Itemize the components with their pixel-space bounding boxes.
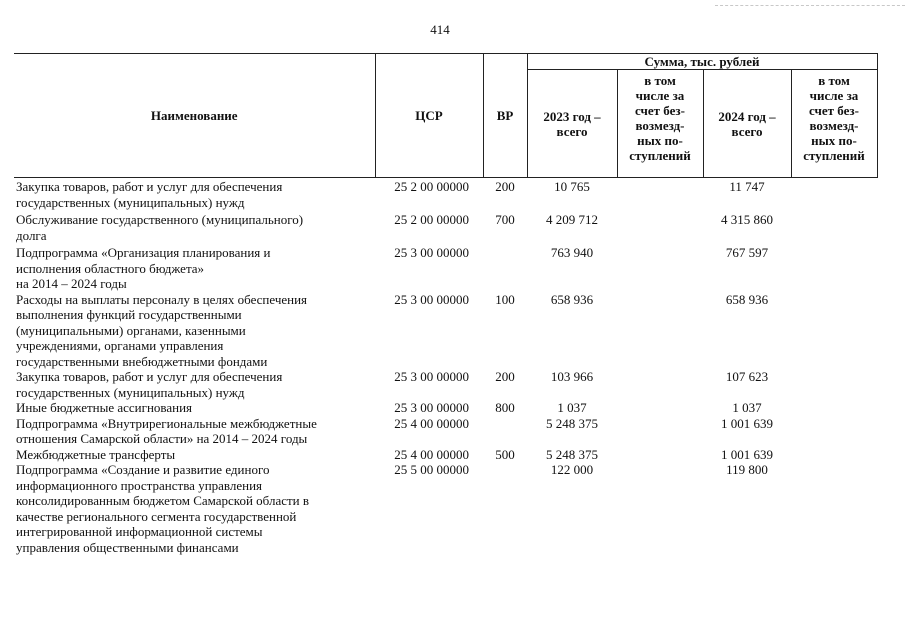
row-name: Обслуживание государственного (муниципального) долга [16,212,304,243]
header-sum-group: Сумма, тыс. рублей [527,54,877,70]
row-csr: 25 2 00 00000 [394,179,469,194]
header-2024-grants: в том числе за счет без- возмезд- ных по- ступлений [791,70,877,178]
row-2023-grants [617,210,703,243]
row-vr: 200 [495,179,515,194]
row-csr: 25 4 00 00000 [394,415,469,431]
row-2024-grants [791,178,877,211]
row-vr: 700 [495,212,515,227]
table-row [14,178,877,211]
row-vr: 800 [495,400,515,415]
table-row [14,210,877,243]
row-vr [483,243,527,292]
row-2024-total: 1 037 [732,400,762,415]
row-2024-total: 1 001 639 [721,415,773,431]
row-2024-grants [791,369,877,400]
row-2023-grants [617,447,703,463]
table-row [14,243,877,292]
row-name: Иные бюджетные ассигнования [16,400,193,415]
row-2024-grants [791,243,877,292]
row-2024-total: 119 800 [726,462,768,477]
row-vr: 200 [495,369,515,384]
header-name: Наименование [14,54,375,178]
row-2024-grants [791,462,877,555]
row-csr: 25 2 00 00000 [394,212,469,227]
row-2024-grants [791,292,877,370]
row-2023-total: 658 936 [550,291,594,307]
table-row [14,462,877,555]
row-2024-grants [791,416,877,447]
row-2024-total: 11 747 [729,179,765,194]
row-name: Подпрограмма «Создание и развитие единого информационного пространства управления консолидированным бюджетом Самарской области в качестве регионального сегмента государственной интегрированной информационной системы управления общественными финансами [16,462,310,555]
row-name: Закупка товаров, работ и услуг для обеспечения государственных (муниципальных) нужд [16,179,283,210]
header-2023-grants: в том числе за счет без- возмезд- ных по- ступлений [617,70,703,178]
row-2023-total: 122 000 [550,462,594,477]
row-2023-total: 103 966 [550,369,594,384]
row-vr: 100 [495,291,515,307]
row-2024-total: 1 001 639 [721,446,773,462]
row-2023-grants [617,178,703,211]
row-2023-total: 763 940 [550,245,594,260]
header-2023-total: 2023 год – всего [527,70,617,178]
row-name: Подпрограмма «Внутрирегиональные межбюджетные отношения Самарской области» на 2014 – 2024 годы [16,415,317,446]
table-row [14,369,877,400]
row-2024-grants [791,447,877,463]
table-row [14,292,877,370]
row-2023-total: 5 248 375 [546,446,598,462]
row-2024-grants [791,400,877,416]
row-vr [483,416,527,447]
row-name: Расходы на выплаты персоналу в целях обеспечения выполнения функций государственными (муниципальными) органами, казенными учреждениями, органами управления государственными внебюджетными фондами [16,291,308,369]
row-2023-grants [617,243,703,292]
table-row [14,400,877,416]
row-2024-total: 4 315 860 [721,212,773,227]
header-csr: ЦСР [375,54,483,178]
row-name: Закупка товаров, работ и услуг для обеспечения государственных (муниципальных) нужд [16,369,283,400]
row-2023-total: 5 248 375 [546,415,598,431]
row-csr: 25 3 00 00000 [394,369,469,384]
page-number: 414 [430,22,450,37]
table-row [14,447,877,463]
row-2024-grants [791,210,877,243]
row-2024-total: 107 623 [725,369,769,384]
row-csr: 25 3 00 00000 [394,245,469,260]
row-name: Подпрограмма «Организация планирования и исполнения областного бюджета» на 2014 – 2024 годы [16,245,271,291]
row-name: Межбюджетные трансферты [16,446,176,462]
row-2023-grants [617,292,703,370]
row-2023-grants [617,400,703,416]
row-vr [483,462,527,555]
row-2023-grants [617,416,703,447]
header-2024-total: 2024 год – всего [703,70,791,178]
row-2023-grants [617,462,703,555]
row-2023-total: 1 037 [557,400,587,415]
row-vr: 500 [495,446,515,462]
row-csr: 25 3 00 00000 [394,291,469,307]
row-csr: 25 3 00 00000 [394,400,469,415]
row-2023-total: 4 209 712 [546,212,598,227]
scan-edge-line [715,5,905,6]
header-vr: ВР [483,54,527,178]
budget-table [14,53,878,555]
row-csr: 25 5 00 00000 [394,462,469,477]
row-csr: 25 4 00 00000 [394,446,469,462]
table-row [14,416,877,447]
row-2023-total: 10 765 [554,179,590,194]
row-2024-total: 767 597 [725,245,769,260]
row-2023-grants [617,369,703,400]
row-2024-total: 658 936 [725,291,769,307]
